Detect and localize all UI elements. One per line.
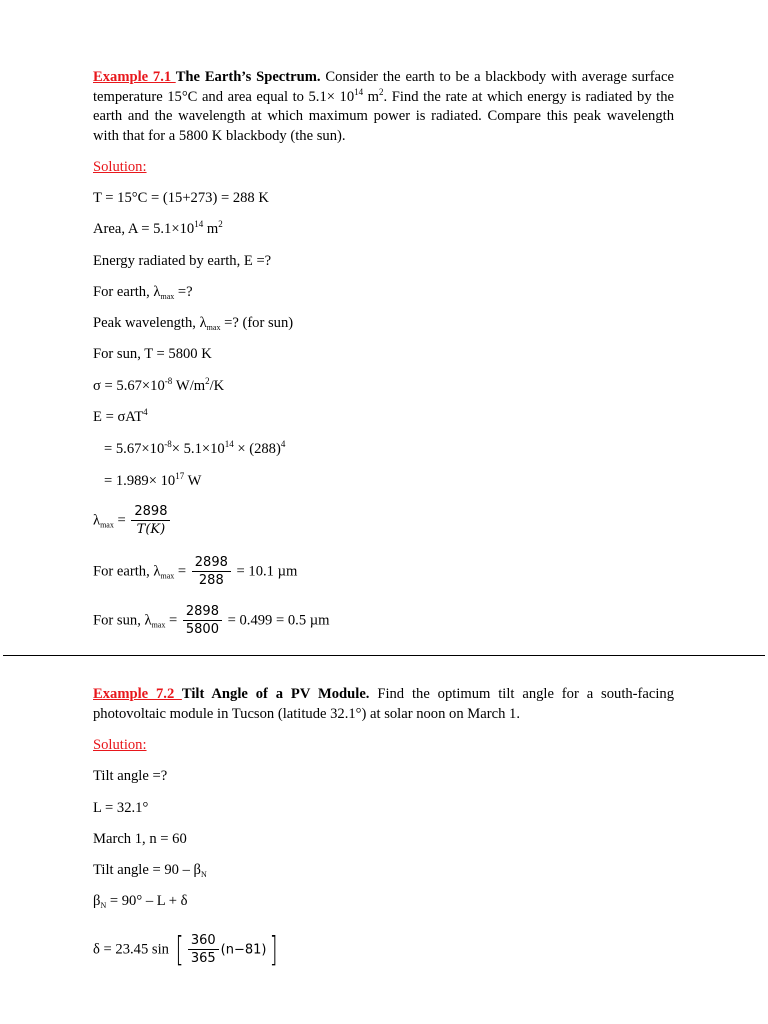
right-bracket: ] xyxy=(269,930,278,970)
fraction: $\frac{2898}{288}$ xyxy=(192,555,231,589)
equation-peak-wavelength-unknown: Peak wavelength, $\lambda_{max}$ =? (for sun) xyxy=(93,315,294,332)
equation-stefan-boltzmann: E = σAT$^4$ xyxy=(93,407,148,425)
equation-energy-unknown: Energy radiated by earth, E =? xyxy=(93,253,272,269)
page-divider xyxy=(3,655,765,656)
fraction: $\frac{360}{365}$ xyxy=(188,933,219,967)
equation-sun-temperature: For sun, T = 5800 K xyxy=(93,346,212,362)
equation-sigma: $\sigma = 5.67\times 10^{-8}$ $W/m^2/K$ xyxy=(93,376,225,394)
solution-heading: Solution: xyxy=(93,159,147,175)
equation-temperature: T = 15°C = (15+273) = 288 K xyxy=(93,190,269,206)
equation-declination: δ = 23.45 sin [ $\frac{360}{365}$ (n−81)] xyxy=(93,930,278,970)
equation-latitude: L = 32.1° xyxy=(93,800,149,816)
equation-wien-law: $\lambda_{max}$ = $\frac{2898}{T(K)}$ xyxy=(93,504,172,538)
equation-earth-lambda-unknown: For earth, $\lambda_{max}$ =? xyxy=(93,284,193,301)
equation-day-number: March 1, n = 60 xyxy=(93,831,187,847)
example-label: Example 7.1 xyxy=(93,69,176,85)
fraction: $\frac{2898}{5800}$ xyxy=(183,604,222,638)
example-title: Tilt Angle of a PV Module. xyxy=(181,686,370,702)
example-label: Example 7.2 xyxy=(93,686,182,702)
left-bracket: [ xyxy=(175,930,184,970)
equation-earth-lambda: For earth, $\lambda_{max}$ = $\frac{2898}{288}$ = 10.1 µm xyxy=(93,555,298,588)
equation-energy-calculation: = $5.67\times 10^{-8}\times 5.1\times 10^{14} \times (288)^4$ xyxy=(104,439,286,457)
equation-sun-lambda: For sun, $\lambda_{max}$ = $\frac{2898}{5800}$ = 0.499 = 0.5 µm xyxy=(93,604,330,637)
equation-tilt-angle: Tilt angle = $90 - \beta_N$ xyxy=(93,862,207,879)
equation-tilt-unknown: Tilt angle =? xyxy=(93,768,168,784)
example-7-2-statement: Example 7.2 Tilt Angle of a PV Module. Find the optimum tilt angle for a south-facing photovoltaic module in Tucson (latitude 32.1°) at solar noon on March 1. xyxy=(93,686,674,722)
example-title: The Earth’s Spectrum. xyxy=(175,69,321,85)
fraction: $\frac{2898}{T(K)}$ xyxy=(131,504,170,538)
solution-heading: Solution: xyxy=(93,737,147,753)
example-7-1-statement: Example 7.1 The Earth’s Spectrum. Consider the earth to be a blackbody with average surface temperature 15°C and area equal to $5.1\times 10^{14}$ $m^2$. Find the rate at which energy is radiated by the earth and the wavelength at which maximum power is radiated. Compare this peak wavelength with that for a 5800 K blackbody (the sun). xyxy=(93,69,675,144)
equation-energy-result: = $1.989\times 10^{17}$ W xyxy=(104,471,202,489)
equation-altitude-angle: $\beta_N = 90^\circ - L + \delta$ xyxy=(93,893,188,910)
equation-area: Area, $A = 5.1\times 10^{14}$ $m^2$ xyxy=(93,219,223,237)
